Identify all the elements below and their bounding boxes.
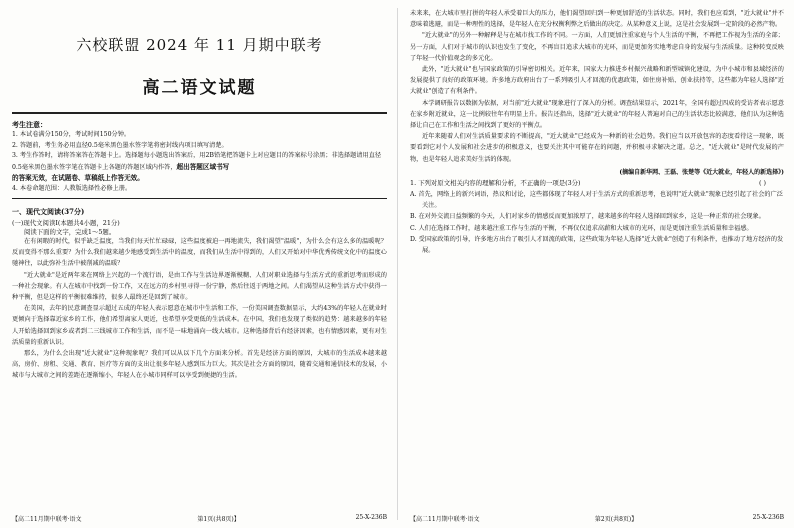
reading-instruction: 阅读下面的文字，完成1～5题。 — [24, 228, 116, 236]
footer-left: 【高二11月期中联考·语文 — [410, 516, 480, 523]
notice-rule — [12, 198, 387, 199]
passage-paragraph: 此外，"近大就业"也与国家政策的引导密切相关。近年来，国家大力推进乡村振兴战略和新型城镇化建设，为中小城市和县域经济的发展提供了良好的政策环境。许多地方政府出台了一系列吸引人才回流的优惠政策，如住房补贴、创业扶持等，这些都为年轻人选择"近大就业"创造了有利条件。 — [410, 66, 784, 96]
passage-paragraph: 在有闲暇的时代，似乎缺乏温度，当我们每天忙忙碌碌，这些温度被迫一再地流失，我们渴望"温暖"，为什么会有这么多的温暖呢？反而变得不那么重要？为什么我们越来越少地感受到生活中的温度，而我们从生活中得到的，人们又开始对中华优秀传统文化中的温度心驰神往，以此弥补生活中被削减的温暖？ — [12, 238, 387, 268]
passage-paragraph: "近大就业"是近两年来在网络上兴起的一个流行语，是由工作与生活边界逐渐模糊、人们对职业选择与生活方式的重新思考而形成的一种社会现象。有人在城市中找到一份工作，又在远方的乡村里寻得一份宁静，然后往返于两地之间。人们渴望从这种生活方式中获得一种平衡，但是这样的平衡很难维持，很多人最终还是回到了城市。 — [12, 271, 387, 302]
option-a: A. 首先，网络上的新兴词语，热议和讨论，这些都体现了年轻人对于生活方式的重新思考，也说明"近大就业"现象已经引起了社会的广泛关注。 — [410, 191, 783, 210]
notice-item: 1. 本试卷满分150分，考试时间150分钟。 — [12, 131, 131, 138]
notice-item: 的答案无效，在试题卷、草稿纸上作答无效。 — [12, 174, 144, 182]
notice-text: 3. 考生作答时，请将答案答在答题卡上。选择题每小题选出答案后，用2B铅笔把答题卡上对应题目的答案标号涂黑；非选择题请用直径0.5毫米黑色墨水签字笔在答题卡上各题的答题区域内作答， — [12, 152, 382, 171]
page-divider — [397, 8, 398, 520]
footer-left: 【高二11月期中联考·语文 — [12, 516, 82, 523]
answer-bracket: ( ) — [758, 178, 766, 187]
question-1 — [410, 178, 784, 189]
option-b: B. 在对外交流日益频繁的今天，人们对家乡的情感反而更加浓厚了，越来越多的年轻人选择回到家乡，这是一种正常的社会现象。 — [410, 213, 765, 221]
subsection-heading: (一)现代文阅读Ⅰ(本题共4小题，21分) — [12, 219, 120, 227]
section-heading: 一、现代文阅读(37分) — [12, 207, 85, 216]
page-footer — [12, 514, 387, 523]
passage-paragraph: "近大就业"的另外一种解释是与在城市找工作的不同。一方面，人们更加注重家庭与个人生活的平衡，不再把工作视为生活的全部；另一方面，人们对于城市的认识也发生了变化，不再盲目追求大城市的光环，而是更加务实地考虑自身的发展与生活质量。这种转变反映了年轻一代价值观念的多元化。 — [410, 32, 784, 62]
notice-item — [12, 151, 387, 173]
question-1-text: 1. 下列对原文相关内容的理解和分析，不正确的一项是(3分) — [410, 178, 581, 187]
footer-code: 25-X-236B — [355, 514, 387, 521]
title-rule — [12, 112, 387, 114]
notice-item: 4. 本卷命题范围：人教版选择性必修上册。 — [12, 184, 132, 192]
passage-source: (摘编自新华网、王磊、张楚等《近大就业，年轻人的新选择》) — [619, 168, 784, 176]
passage-paragraph: 本学调研报告以数据为依据，对当前"近大就业"现象进行了深入的分析。调查结果显示，2021年，全国有超过四成的受访者表示愿意在家乡附近就业，这一比例较往年有明显上升。报告还指出，选择"近大就业"的年轻人普遍对自己的生活状态比较满意，他们认为这种选择让自己在工作和生活之间找到了更好的平衡点。 — [410, 99, 784, 130]
passage-paragraph: 未来来，在大城市里打拼的年轻人承受着巨大的压力，他们渴望回归到一种更加舒适的生活状态。同时，我们也应看到，"近大就业"并不意味着逃避，而是一种理性的选择，是年轻人在充分权衡利弊之后做出的决定。从某种意义上说，这是社会发展到一定阶段的必然产物。 — [410, 10, 784, 29]
option-d: D. 受国家政策的引导，许多地方出台了吸引人才回流的政策，这些政策为年轻人选择"近大就业"创造了有利条件，也推动了地方经济的发展。 — [410, 235, 784, 255]
passage-paragraph: 那么，为什么会出现"近大就业"这种现象呢？我们可以从以下几个方面来分析。首先是经济方面的原因，大城市的生活成本越来越高，房价、房租、交通、教育、医疗等方面的支出让很多年轻人感到压力巨大。其次是社会方面的原因，随着交通和通信技术的发展，小城市与大城市之间的差距在逐渐缩小，年轻人在小城市同样可以享受到便捷的生活。 — [12, 350, 387, 380]
footer-page-number: 第1页(共8页)】 — [197, 516, 240, 523]
exam-title: 六校联盟 2024 年 11 月期中联考 — [76, 36, 323, 54]
page-1 — [12, 8, 387, 523]
exam-subtitle: 高二语文试题 — [142, 78, 257, 98]
passage-paragraph: 近年来随着人们对生活质量要求的不断提高，"近大就业"已经成为一种新的社会趋势。我们应当以开放包容的态度看待这一现象，既要看到它对个人发展和社会进步的积极意义，也要关注其中可能存在的问题，并积极寻求解决之道。总之，"近大就业"是时代发展的产物，也是年轻人追求美好生活的体现。 — [410, 133, 784, 163]
passage-paragraph: 在美国，去年的民意调查显示超过五成的年轻人表示愿意在城市中生活和工作，一份美国调查数据显示，大约43%的年轻人在就业时更倾向于选择靠近家乡的工作，他们希望离家人更近，也希望享受更低的生活成本。在中国，我们也发现了类似的趋势：越来越多的年轻人开始选择回到家乡或者到二三线城市工作和生活，而不是一味地涌向一线大城市。这种选择背后有经济因素，也有情感因素，更有对生活质量的重新认识。 — [12, 305, 387, 346]
page-footer — [410, 514, 784, 523]
option-c: C. 人们在选择工作时，越来越注重工作与生活的平衡，不再仅仅追求高薪和大城市的光环，而是更加注重生活质量和幸福感。 — [410, 224, 753, 232]
page-2 — [410, 8, 784, 523]
notice-title: 考生注意： — [12, 120, 47, 129]
footer-page-number: 第2页(共8页)】 — [594, 516, 638, 523]
notice-item: 2. 答题前，考生务必用直径0.5毫米黑色墨水签字笔将密封线内项目填写清楚。 — [12, 141, 228, 149]
footer-code: 25-X-236B — [752, 514, 784, 521]
notice-highlight: 超出答题区域书写 — [176, 162, 230, 171]
